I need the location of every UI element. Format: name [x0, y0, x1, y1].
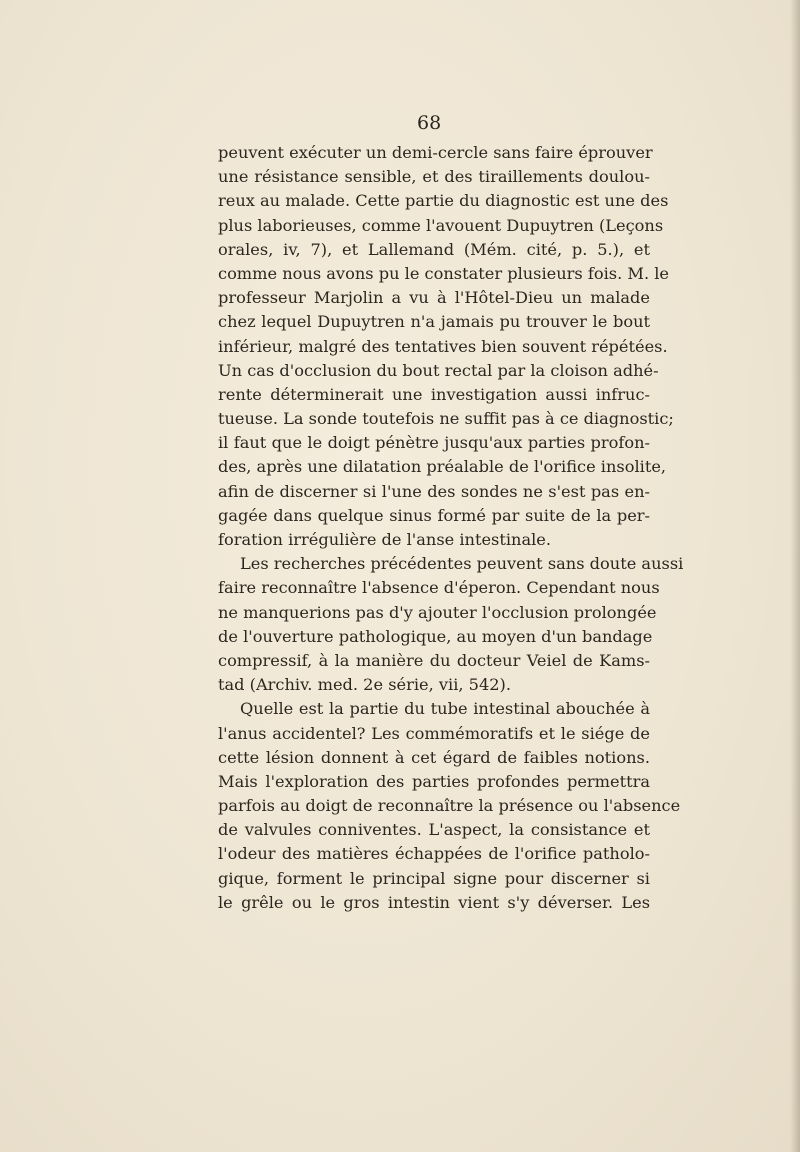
text-line: Les recherches précédentes peuvent sans doute aussi — [240, 554, 684, 574]
text-line: tueuse. La sonde toutefois ne suffit pas à ce diagnostic; — [218, 409, 674, 429]
text-line: gique, forment le principal signe pour discerner si — [218, 868, 650, 888]
text-line: foration irrégulière de l'anse intestinale. — [218, 530, 552, 549]
text-line: Mais l'exploration des parties profondes permettra — [218, 771, 650, 791]
text-line: afin de discerner si l'une des sondes ne s'est pas en- — [218, 481, 650, 501]
page-number: 68 — [417, 112, 442, 134]
text-line: des, après une dilatation préalable de l'orifice insolite, — [218, 457, 667, 477]
text-line: l'odeur des matières échappées de l'orifice patholo- — [218, 844, 650, 864]
text-line: compressif, à la manière du docteur Veiel de Kams- — [218, 650, 650, 670]
text-line: chez lequel Dupuytren n'a jamais pu trouver le bout — [218, 312, 650, 332]
text-line: rente déterminerait une investigation aussi infruc- — [218, 384, 650, 404]
text-line: plus laborieuses, comme l'avouent Dupuytren (Leçons — [218, 215, 664, 235]
text-line: professeur Marjolin a vu à l'Hôtel-Dieu un malade — [218, 288, 650, 308]
text-line: peuvent exécuter un demi-cercle sans faire éprouver — [218, 143, 653, 162]
text-line: Quelle est la partie du tube intestinal abouchée à — [240, 699, 650, 719]
text-line: reux au malade. Cette partie du diagnostic est une des — [218, 191, 669, 211]
text-line: faire reconnaître l'absence d'éperon. Cependant nous — [218, 578, 660, 598]
text-line: de valvules conniventes. L'aspect, la consistance et — [218, 820, 650, 840]
text-line: parfois au doigt de reconnaître la présence ou l'absence — [218, 796, 681, 816]
text-line: il faut que le doigt pénètre jusqu'aux parties profon- — [218, 433, 650, 453]
text-line: inférieur, malgré des tentatives bien souvent répétées. — [218, 336, 668, 356]
text-line: tad (Archiv. med. 2e série, vii, 542). — [218, 675, 512, 695]
text-line: de l'ouverture pathologique, au moyen d'un bandage — [218, 626, 653, 646]
text-line: le grêle ou le gros intestin vient s'y déverser. Les — [218, 892, 650, 912]
body-text — [218, 141, 684, 915]
text-line: comme nous avons pu le constater plusieurs fois. M. le — [218, 263, 669, 283]
text-line: Un cas d'occlusion du bout rectal par la cloison adhé- — [218, 360, 659, 380]
text-line: l'anus accidentel? Les commémoratifs et le siége de — [218, 723, 650, 743]
page-edge-shadow — [790, 0, 800, 1152]
text-line: cette lésion donnent à cet égard de faibles notions. — [218, 747, 650, 767]
text-line: gagée dans quelque sinus formé par suite de la per- — [218, 505, 650, 525]
text-line: une résistance sensible, et des tiraillements doulou- — [218, 167, 650, 187]
text-line: orales, iv, 7), et Lallemand (Mém. cité, p. 5.), et — [218, 239, 650, 259]
text-line: ne manquerions pas d'y ajouter l'occlusion prolongée — [218, 602, 657, 622]
